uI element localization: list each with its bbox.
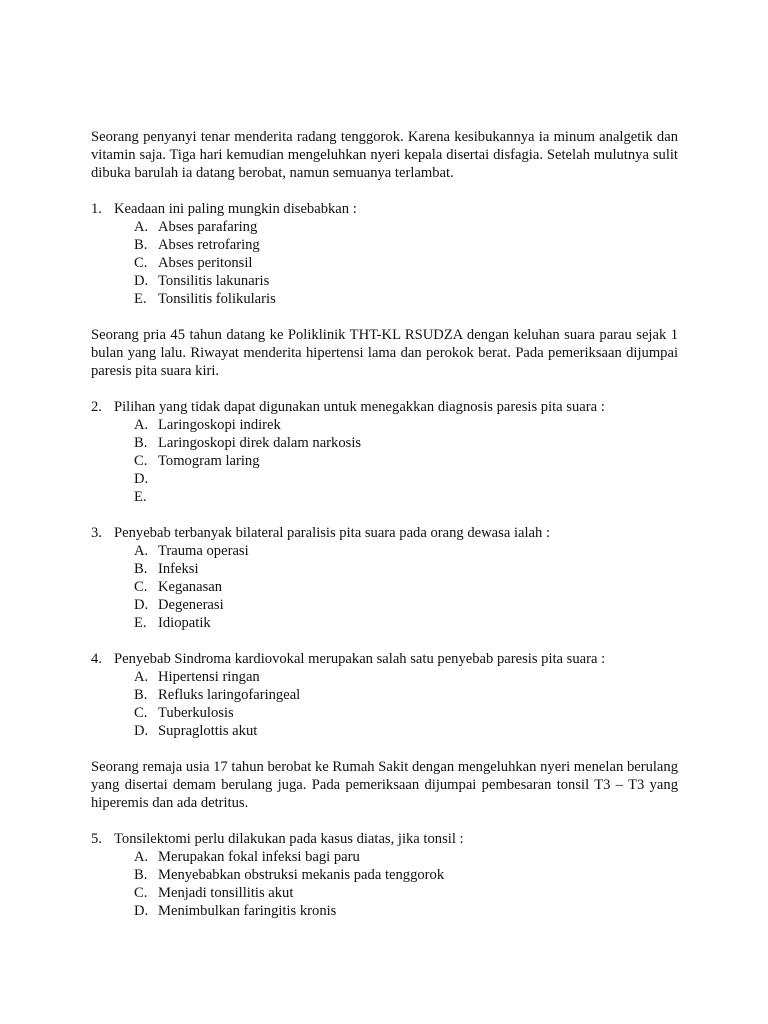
option-text: Laringoskopi indirek [158, 417, 281, 433]
option-letter: B. [134, 435, 148, 451]
spacer [91, 308, 678, 326]
option-letter: C. [134, 255, 148, 271]
option-letter: D. [134, 597, 149, 613]
option-item [91, 254, 678, 272]
option-item [91, 470, 678, 488]
question-5 [91, 830, 678, 848]
option-text: Menjadi tonsillitis akut [158, 885, 294, 901]
question-number: 5. [91, 831, 102, 847]
option-text: Trauma operasi [158, 543, 249, 559]
option-item [91, 452, 678, 470]
option-item [91, 722, 678, 740]
option-letter: C. [134, 705, 148, 721]
option-text [158, 488, 678, 506]
question-text: Tonsilektomi perlu dilakukan pada kasus diatas, jika tonsil : [114, 831, 464, 847]
option-item [91, 236, 678, 254]
question-2 [91, 398, 678, 416]
option-text: Menyebabkan obstruksi mekanis pada tenggorok [158, 867, 445, 883]
option-letter: D. [134, 723, 149, 739]
question-number: 2. [91, 399, 102, 415]
question-text: Pilihan yang tidak dapat digunakan untuk menegakkan diagnosis paresis pita suara : [114, 399, 605, 415]
option-letter: B. [134, 237, 148, 253]
document-page [91, 128, 678, 920]
case-paragraph-1: Seorang penyanyi tenar menderita radang tenggorok. Karena kesibukannya ia minum analgetik dan vitamin saja. Tiga hari kemudian mengeluhkan nyeri kepala disertai disfagia. Setelah mulutnya sulit dibuka barulah ia datang berobat, namun semuanya terlambat. [91, 129, 678, 181]
option-item [91, 488, 678, 506]
option-letter: B. [134, 561, 148, 577]
spacer [91, 812, 678, 830]
option-letter: B. [134, 867, 148, 883]
option-text: Tonsilitis lakunaris [158, 273, 270, 289]
options-list-3 [91, 542, 678, 632]
option-text: Menimbulkan faringitis kronis [158, 903, 337, 919]
case-paragraph-2: Seorang pria 45 tahun datang ke Poliklinik THT-KL RSUDZA dengan keluhan suara parau sejak 1 bulan yang lalu. Riwayat menderita hipertensi lama dan perokok berat. Pada pemeriksaan dijumpai paresis pita suara kiri. [91, 327, 678, 379]
option-letter: D. [134, 273, 149, 289]
option-item [91, 686, 678, 704]
option-text: Tuberkulosis [158, 705, 234, 721]
option-item [91, 614, 678, 632]
option-text: Abses parafaring [158, 219, 258, 235]
question-number: 4. [91, 651, 102, 667]
question-number: 1. [91, 201, 102, 217]
option-letter: D. [134, 471, 149, 487]
question-text: Penyebab Sindroma kardiovokal merupakan salah satu penyebab paresis pita suara : [114, 651, 606, 667]
spacer [91, 380, 678, 398]
option-letter: A. [134, 219, 149, 235]
option-item [91, 434, 678, 452]
option-letter: C. [134, 579, 148, 595]
option-letter: D. [134, 903, 149, 919]
question-number: 3. [91, 525, 102, 541]
question-1 [91, 200, 678, 218]
option-item [91, 668, 678, 686]
question-4 [91, 650, 678, 668]
spacer [91, 632, 678, 650]
option-text: Degenerasi [158, 597, 224, 613]
option-item [91, 578, 678, 596]
option-text: Infeksi [158, 561, 199, 577]
option-letter: B. [134, 687, 148, 703]
option-text: Laringoskopi direk dalam narkosis [158, 435, 362, 451]
option-text: Abses peritonsil [158, 255, 253, 271]
option-text: Tonsilitis folikularis [158, 291, 276, 307]
option-item [91, 902, 678, 920]
option-item [91, 290, 678, 308]
option-letter: A. [134, 417, 149, 433]
option-letter: E. [134, 291, 147, 307]
options-list-4 [91, 668, 678, 740]
option-item [91, 560, 678, 578]
question-3 [91, 524, 678, 542]
option-letter: A. [134, 849, 149, 865]
option-item [91, 704, 678, 722]
option-letter: E. [134, 489, 147, 505]
case-paragraph-3: Seorang remaja usia 17 tahun berobat ke Rumah Sakit dengan mengeluhkan nyeri menelan berulang yang disertai demam berulang juga. Pada pemeriksaan dijumpai pembesaran tonsil T3 – T3 yang hiperemis dan ada detritus. [91, 759, 678, 811]
option-text: Supraglottis akut [158, 723, 258, 739]
spacer [91, 182, 678, 200]
option-text: Hipertensi ringan [158, 669, 260, 685]
option-text: Abses retrofaring [158, 237, 260, 253]
option-text: Merupakan fokal infeksi bagi paru [158, 849, 360, 865]
option-item [91, 272, 678, 290]
option-item [91, 866, 678, 884]
question-text: Keadaan ini paling mungkin disebabkan : [114, 201, 357, 217]
option-text: Refluks laringofaringeal [158, 687, 301, 703]
options-list-2 [91, 416, 678, 506]
option-item [91, 218, 678, 236]
option-item [91, 884, 678, 902]
option-letter: C. [134, 453, 148, 469]
option-text [158, 470, 678, 488]
option-text: Idiopatik [158, 615, 211, 631]
option-item [91, 542, 678, 560]
option-item [91, 416, 678, 434]
option-item [91, 848, 678, 866]
option-letter: A. [134, 543, 149, 559]
option-letter: A. [134, 669, 149, 685]
options-list-1 [91, 218, 678, 308]
question-text: Penyebab terbanyak bilateral paralisis pita suara pada orang dewasa ialah : [114, 525, 551, 541]
option-text: Keganasan [158, 579, 223, 595]
spacer [91, 506, 678, 524]
options-list-5 [91, 848, 678, 920]
spacer [91, 740, 678, 758]
option-item [91, 596, 678, 614]
option-letter: C. [134, 885, 148, 901]
option-text: Tomogram laring [158, 453, 260, 469]
option-letter: E. [134, 615, 147, 631]
